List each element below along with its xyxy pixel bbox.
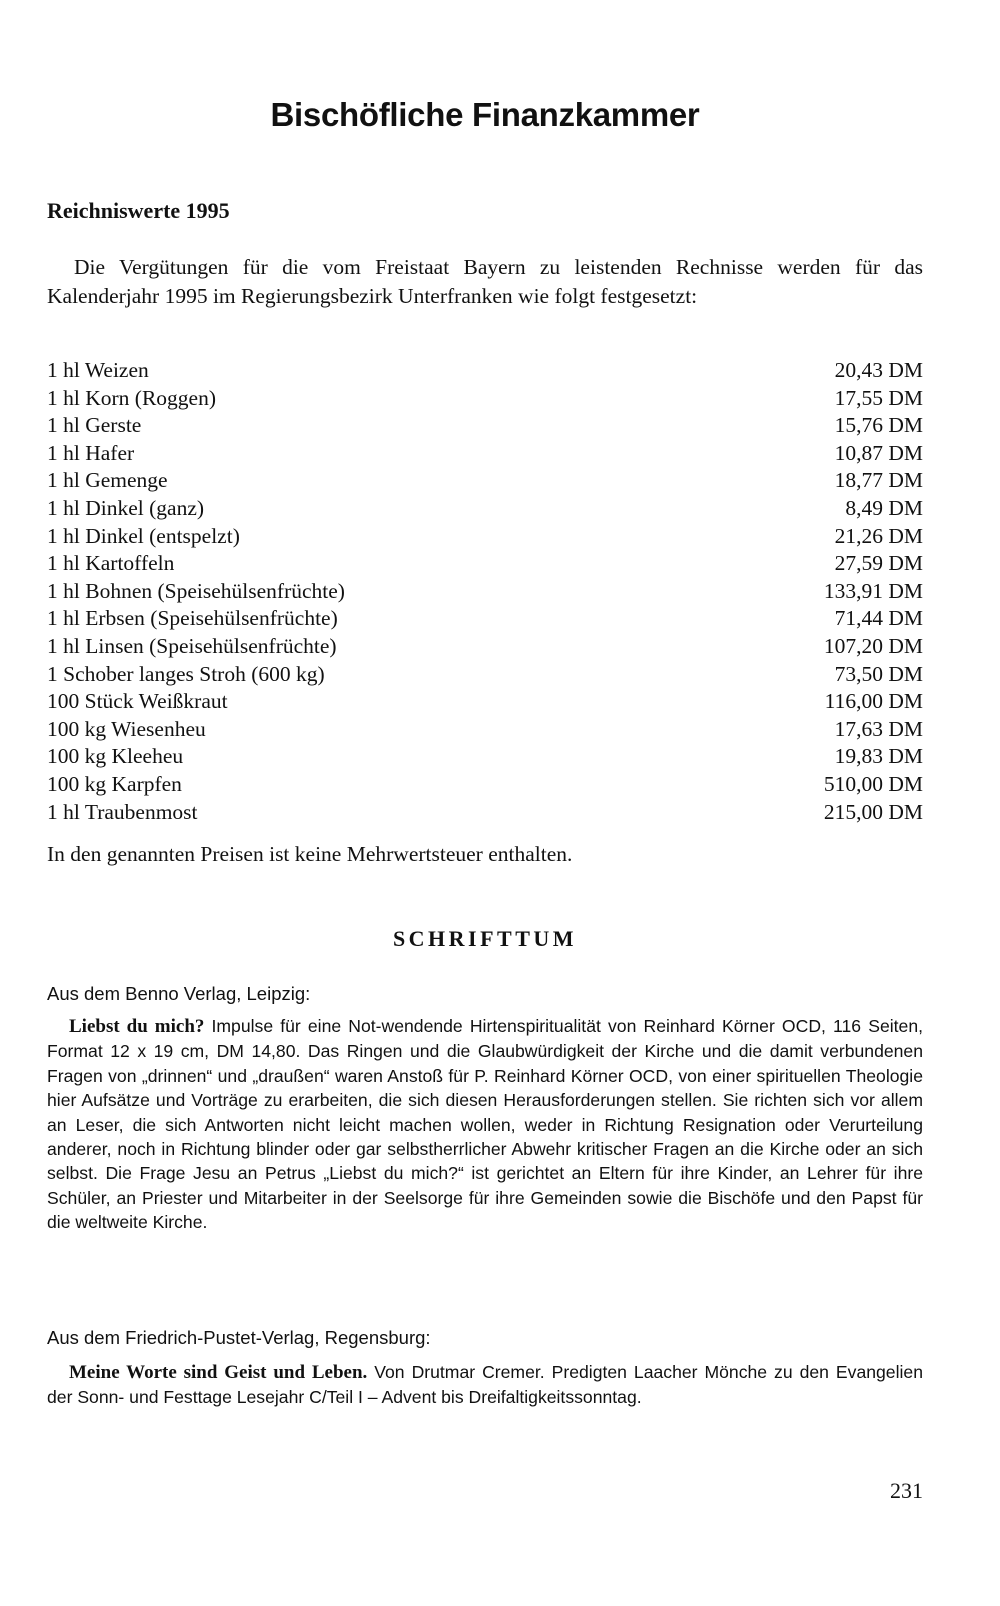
price-item-value: 20,43 DM: [834, 358, 923, 382]
review-text: Impulse für eine Not-wendende Hirtenspiritualität von Reinhard Körner OCD, 116 Seiten, Format 12 x 19 cm, DM 14,80. Das Ringen und die Glaubwürdigkeit der Kirche und die damit verbundenen Fragen von „drinnen“ und „draußen“ waren Anstoß für P. Reinhard Körner OCD, von einer spirituellen Theologie hier Aufsätze und Vorträge zu erarbeiten, die sich diesen Herausforderungen stellen. Sie richten sich vor allem an Leser, die sich Antworten nicht leicht machen wollen, weder in Richtung Resignation oder Verurteilung anderer, noch in Richtung blinder oder gar selbstherrlicher Abwehr kritischer Fragen an die Kirche oder an sich selbst. Die Frage Jesu an Petrus „Liebst du mich?“ ist gerichtet an Eltern für ihre Kinder, an Lehrer für ihre Schüler, an Priester und Mitarbeiter in der Seelsorge für ihre Gemeinden sowie die Bischöfe und den Papst für die weltweite Kirche.: [47, 1016, 923, 1233]
price-item-label: 100 kg Karpfen: [47, 771, 182, 796]
price-row: [47, 633, 923, 661]
page-heading: Bischöfliche Finanzkammer: [270, 96, 700, 133]
review-text: Von Drutmar Cremer. Predigten Laacher Mönche zu den Evangelien der Sonn- und Festtage Lesejahr C/Teil I – Advent bis Dreifaltigkeitssonntag.: [47, 1362, 923, 1408]
book-review: [47, 1360, 923, 1410]
page-number: 231: [890, 1478, 923, 1503]
price-item-value: 18,77 DM: [834, 468, 923, 493]
price-item-label: 100 kg Kleeheu: [47, 744, 184, 769]
publisher-line: Aus dem Benno Verlag, Leipzig:: [47, 983, 311, 1004]
price-item-value: 21,26 DM: [834, 523, 923, 548]
price-row: [47, 412, 923, 440]
publisher-line: Aus dem Friedrich-Pustet-Verlag, Regensburg:: [47, 1327, 431, 1348]
literature-heading: SCHRIFTTUM: [392, 926, 578, 951]
book-title: Meine Worte sind Geist und Leben.: [69, 1362, 368, 1383]
document-page: [47, 0, 923, 1606]
price-row: [47, 440, 923, 468]
price-row: [47, 550, 923, 578]
price-item-value: 116,00 DM: [824, 689, 923, 714]
price-item-value: 15,76 DM: [834, 413, 923, 438]
price-item-label: 1 hl Kartoffeln: [47, 551, 175, 576]
price-row: [47, 743, 923, 771]
price-item-value: 510,00 DM: [823, 771, 923, 796]
price-row: [47, 357, 923, 385]
price-item-label: 1 hl Gemenge: [47, 468, 168, 493]
price-item-value: 73,50 DM: [834, 661, 923, 686]
price-row: [47, 523, 923, 551]
price-item-label: 100 Stück Weißkraut: [47, 689, 228, 714]
price-item-value: 27,59 DM: [834, 551, 923, 576]
price-item-label: 100 kg Wiesenheu: [47, 716, 206, 741]
price-item-value: 17,63 DM: [834, 716, 923, 741]
price-item-value: 107,20 DM: [823, 633, 923, 658]
price-item-label: 1 hl Dinkel (entspelzt): [47, 523, 240, 548]
price-item-label: 1 hl Linsen (Speisehülsenfrüchte): [47, 633, 337, 658]
price-row: [47, 385, 923, 413]
price-row: [47, 578, 923, 606]
price-row: [47, 799, 923, 827]
price-list: [47, 357, 923, 826]
price-item-label: 1 hl Weizen: [47, 358, 149, 382]
price-item-label: 1 hl Erbsen (Speisehülsenfrüchte): [47, 606, 338, 631]
intro-paragraph: Die Vergütungen für die vom Freistaat Bayern zu leistenden Rechnisse werden für das Kalenderjahr 1995 im Regierungsbezirk Unterfranken wie folgt festgesetzt:: [47, 255, 923, 308]
section-title: Reichniswerte 1995: [47, 198, 230, 223]
price-row: [47, 688, 923, 716]
price-row: [47, 605, 923, 633]
price-item-value: 133,91 DM: [823, 578, 923, 603]
price-item-label: 1 hl Hafer: [47, 440, 135, 465]
price-item-value: 10,87 DM: [834, 440, 923, 465]
price-row: [47, 771, 923, 799]
book-review: [47, 1014, 923, 1235]
price-item-value: 17,55 DM: [834, 385, 923, 410]
price-item-label: 1 hl Traubenmost: [47, 799, 198, 824]
vat-note: In den genannten Preisen ist keine Mehrwertsteuer enthalten.: [47, 842, 573, 866]
price-item-value: 19,83 DM: [834, 744, 923, 769]
price-row: [47, 661, 923, 689]
price-item-label: 1 hl Bohnen (Speisehülsenfrüchte): [47, 578, 345, 603]
price-item-value: 8,49 DM: [845, 495, 923, 520]
price-row: [47, 495, 923, 523]
price-item-label: 1 Schober langes Stroh (600 kg): [47, 661, 325, 686]
price-item-value: 215,00 DM: [823, 799, 923, 824]
price-item-label: 1 hl Gerste: [47, 413, 142, 438]
price-item-label: 1 hl Dinkel (ganz): [47, 495, 205, 520]
price-row: [47, 467, 923, 495]
book-title: Liebst du mich?: [69, 1016, 205, 1037]
price-item-value: 71,44 DM: [834, 606, 923, 631]
price-item-label: 1 hl Korn (Roggen): [47, 385, 216, 410]
price-row: [47, 716, 923, 744]
